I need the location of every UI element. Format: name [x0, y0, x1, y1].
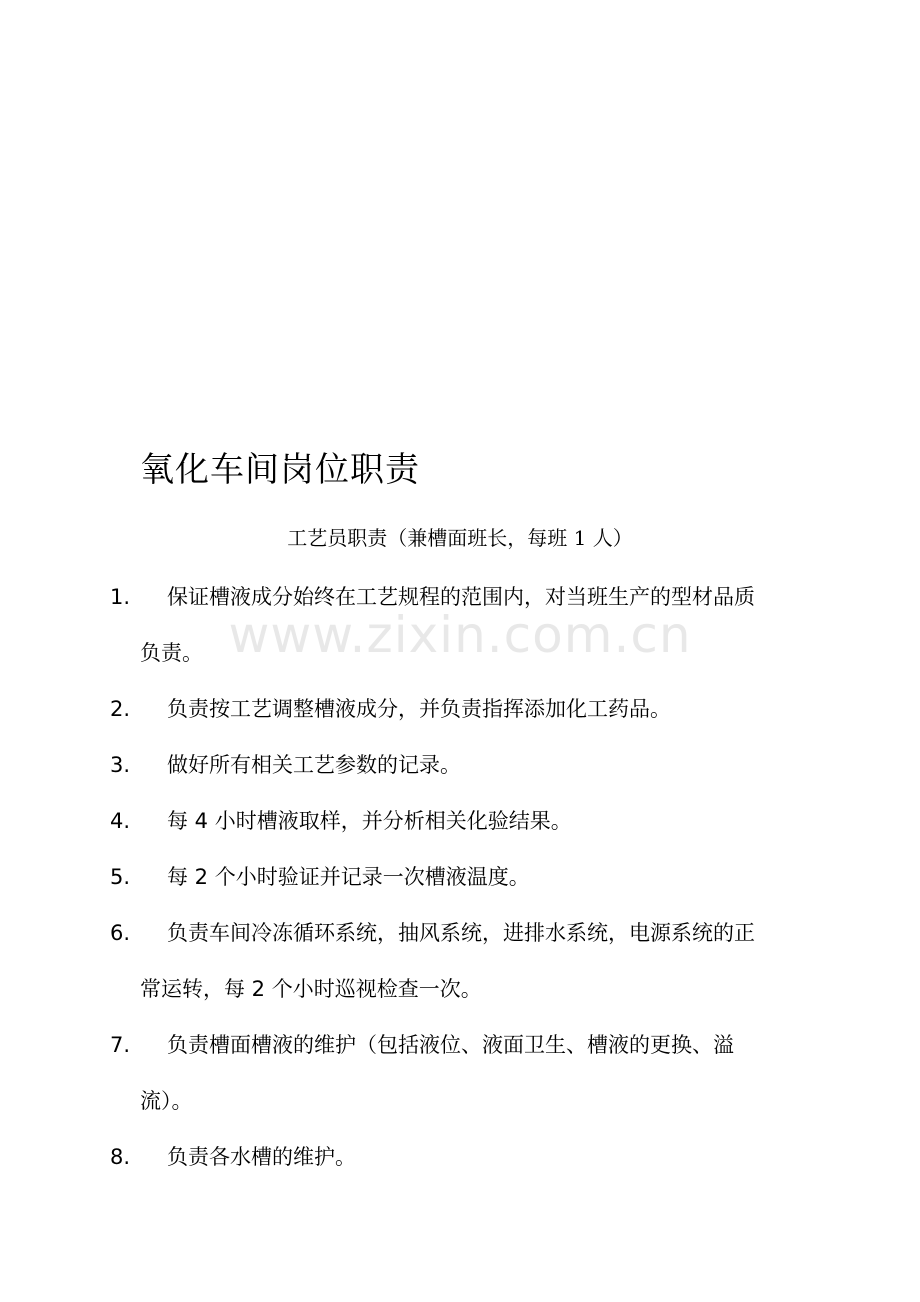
duty-text: 负责各水槽的维护。 [167, 1145, 356, 1169]
duty-text: 每 4 小时槽液取样，并分析相关化验结果。 [167, 809, 572, 833]
document-title: 氧化车间岗位职责 [140, 450, 420, 490]
duty-text: 负责车间冷冻循环系统，抽风系统，进排水系统，电源系统的正 [167, 921, 755, 945]
duty-item-8 [110, 1138, 800, 1176]
duty-text-continuation: 负责。 [140, 641, 203, 665]
list-spacer [110, 1008, 800, 1026]
duty-text-continuation: 常运转，每 2 个小时巡视检查一次。 [140, 977, 482, 1001]
list-spacer [110, 784, 800, 802]
duty-number: 6. [110, 921, 131, 945]
duty-text: 保证槽液成分始终在工艺规程的范围内，对当班生产的型材品质 [167, 585, 755, 609]
duty-text: 负责按工艺调整槽液成分，并负责指挥添加化工药品。 [167, 697, 671, 721]
duty-number: 1. [110, 585, 131, 609]
duty-item-1 [110, 578, 800, 672]
duty-list [110, 578, 800, 1176]
duty-text: 做好所有相关工艺参数的记录。 [167, 753, 461, 777]
duty-item-4 [110, 802, 800, 840]
duty-item-3 [110, 746, 800, 784]
list-spacer [110, 672, 800, 690]
list-spacer [110, 1120, 800, 1138]
duty-text-continuation: 流）。 [140, 1089, 193, 1113]
list-spacer [110, 840, 800, 858]
duty-item-5 [110, 858, 800, 896]
list-spacer [110, 728, 800, 746]
section-subtitle: 工艺员职责（兼槽面班长，每班 1 人） [287, 526, 633, 550]
duty-number: 7. [110, 1033, 131, 1057]
duty-number: 2. [110, 697, 131, 721]
duty-number: 4. [110, 809, 131, 833]
duty-number: 3. [110, 753, 131, 777]
watermark-text: www.zixin.com.cn [228, 606, 692, 664]
duty-item-7 [110, 1026, 800, 1120]
duty-text: 负责槽面槽液的维护（包括液位、液面卫生、槽液的更换、溢 [167, 1033, 734, 1057]
list-spacer [110, 896, 800, 914]
duty-text: 每 2 个小时验证并记录一次槽液温度。 [167, 865, 530, 889]
duty-number: 5. [110, 865, 131, 889]
duty-item-2 [110, 690, 800, 728]
duty-number: 8. [110, 1145, 131, 1169]
duty-item-6 [110, 914, 800, 1008]
